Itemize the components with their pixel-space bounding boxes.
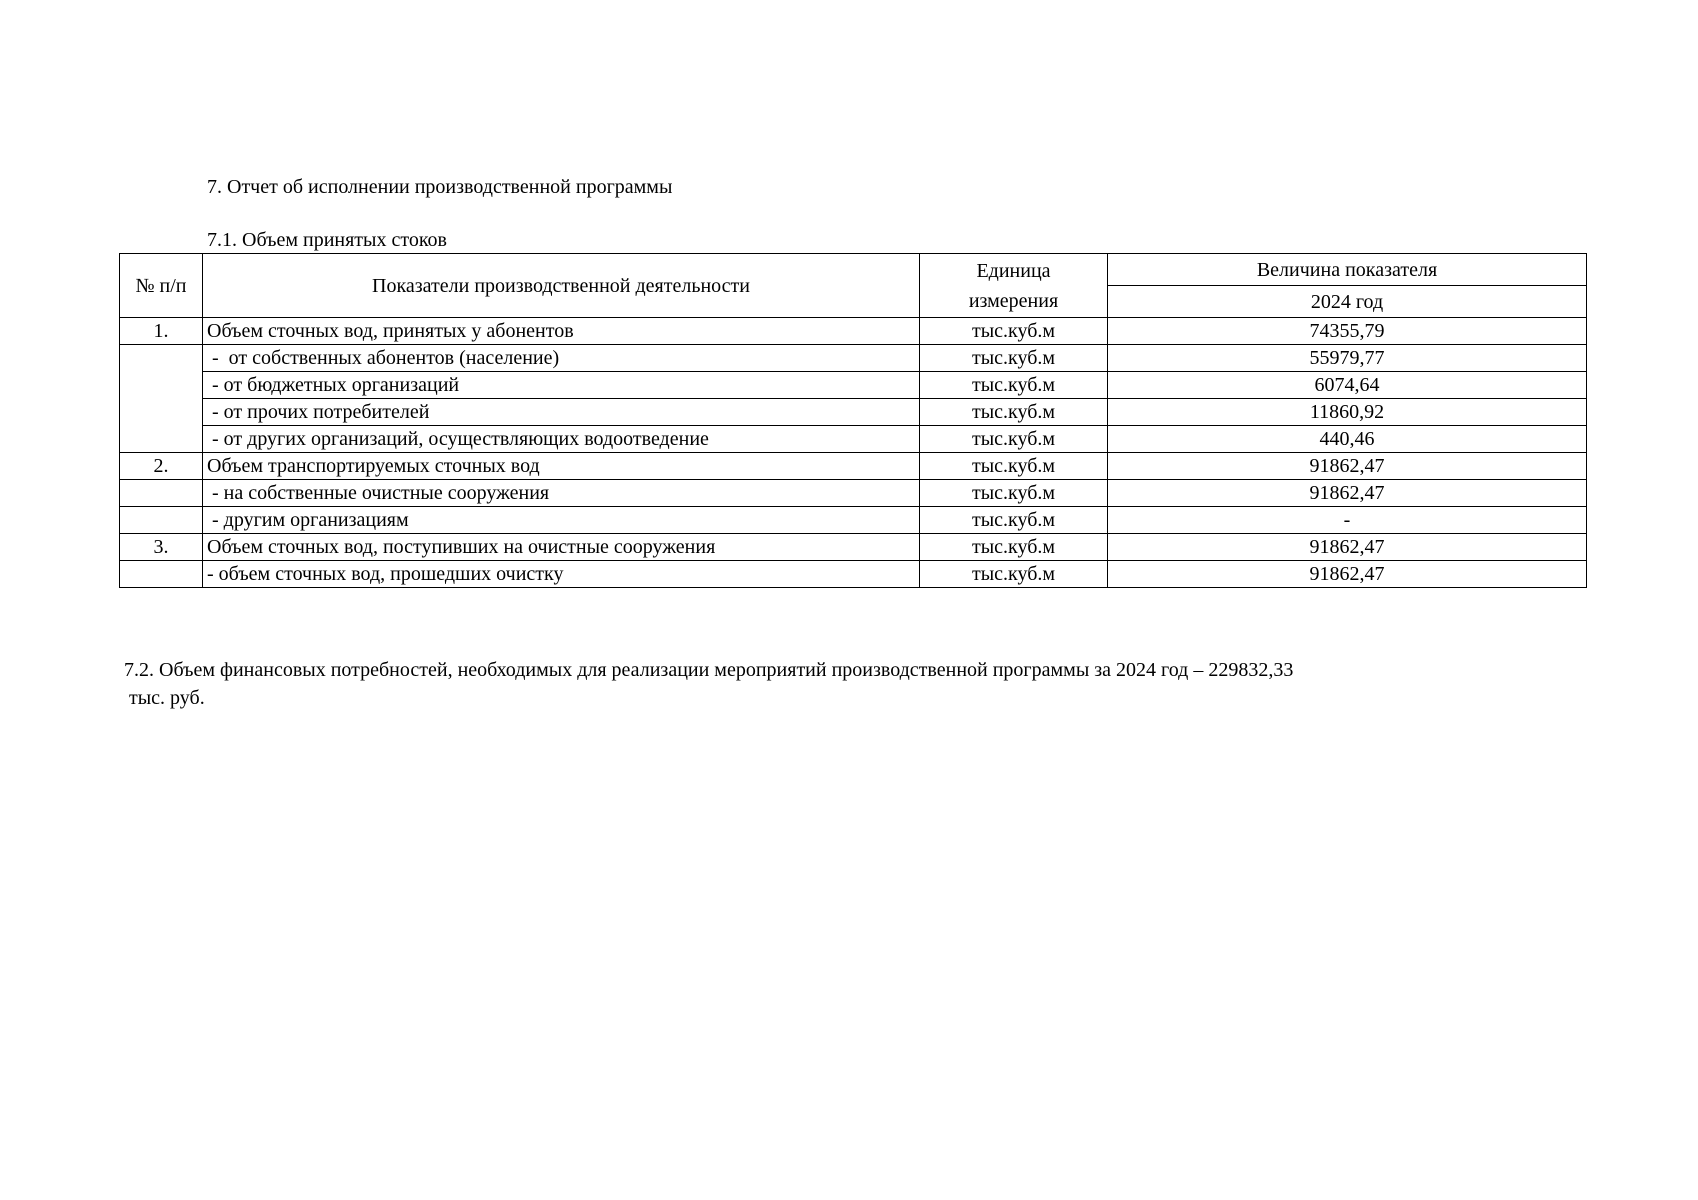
row-value: 91862,47 bbox=[1108, 480, 1587, 507]
row-indicator: - от других организаций, осуществляющих водоотведение bbox=[203, 426, 920, 453]
header-unit-line2: измерения bbox=[968, 289, 1059, 312]
table-row bbox=[120, 399, 1587, 426]
header-unit-line1: Единица bbox=[976, 259, 1051, 282]
row-unit: тыс.куб.м bbox=[920, 453, 1108, 480]
table-header-row bbox=[120, 254, 1587, 286]
header-unit bbox=[920, 254, 1108, 318]
table-row bbox=[120, 480, 1587, 507]
table-row bbox=[120, 534, 1587, 561]
row-value: 55979,77 bbox=[1108, 345, 1587, 372]
row-value: 440,46 bbox=[1108, 426, 1587, 453]
row-unit: тыс.куб.м bbox=[920, 534, 1108, 561]
row-no: 3. bbox=[120, 534, 203, 561]
row-unit: тыс.куб.м bbox=[920, 426, 1108, 453]
row-unit: тыс.куб.м bbox=[920, 561, 1108, 588]
row-unit: тыс.куб.м bbox=[920, 345, 1108, 372]
row-no bbox=[120, 480, 203, 507]
row-indicator: - от бюджетных организаций bbox=[203, 372, 920, 399]
row-value: 74355,79 bbox=[1108, 318, 1587, 345]
row-indicator: - на собственные очистные сооружения bbox=[203, 480, 920, 507]
header-year: 2024 год bbox=[1108, 286, 1587, 318]
financial-needs-line2: тыс. руб. bbox=[124, 687, 205, 709]
row-no bbox=[120, 561, 203, 588]
row-value: 11860,92 bbox=[1108, 399, 1587, 426]
header-value: Величина показателя bbox=[1108, 254, 1587, 286]
row-value: 91862,47 bbox=[1108, 453, 1587, 480]
financial-needs-line1: 7.2. Объем финансовых потребностей, необходимых для реализации мероприятий производственной программы за 2024 год – 229832,33 bbox=[124, 659, 1294, 681]
row-indicator: - от прочих потребителей bbox=[203, 399, 920, 426]
row-indicator: - объем сточных вод, прошедших очистку bbox=[203, 561, 920, 588]
row-indicator: - от собственных абонентов (население) bbox=[203, 345, 920, 372]
row-value: 6074,64 bbox=[1108, 372, 1587, 399]
table-row bbox=[120, 345, 1587, 372]
row-no bbox=[120, 507, 203, 534]
row-no: 1. bbox=[120, 318, 203, 345]
row-unit: тыс.куб.м bbox=[920, 318, 1108, 345]
table-row bbox=[120, 453, 1587, 480]
row-unit: тыс.куб.м bbox=[920, 480, 1108, 507]
row-indicator: Объем сточных вод, принятых у абонентов bbox=[203, 318, 920, 345]
row-indicator: Объем сточных вод, поступивших на очистные сооружения bbox=[203, 534, 920, 561]
row-unit: тыс.куб.м bbox=[920, 507, 1108, 534]
row-unit: тыс.куб.м bbox=[920, 372, 1108, 399]
header-no: № п/п bbox=[120, 254, 203, 318]
section-title: 7. Отчет об исполнении производственной программы bbox=[207, 176, 673, 198]
header-indicator: Показатели производственной деятельности bbox=[203, 254, 920, 318]
table-row bbox=[120, 372, 1587, 399]
row-value: 91862,47 bbox=[1108, 561, 1587, 588]
table-row bbox=[120, 561, 1587, 588]
wastewater-volume-table bbox=[119, 253, 1587, 588]
subsection-title: 7.1. Объем принятых стоков bbox=[207, 229, 447, 251]
table-row bbox=[120, 426, 1587, 453]
row-indicator: - другим организациям bbox=[203, 507, 920, 534]
row-value: - bbox=[1108, 507, 1587, 534]
row-value: 91862,47 bbox=[1108, 534, 1587, 561]
row-no bbox=[120, 345, 203, 453]
table-row bbox=[120, 318, 1587, 345]
financial-needs-paragraph bbox=[124, 656, 1424, 712]
row-no: 2. bbox=[120, 453, 203, 480]
row-unit: тыс.куб.м bbox=[920, 399, 1108, 426]
row-indicator: Объем транспортируемых сточных вод bbox=[203, 453, 920, 480]
table-row bbox=[120, 507, 1587, 534]
